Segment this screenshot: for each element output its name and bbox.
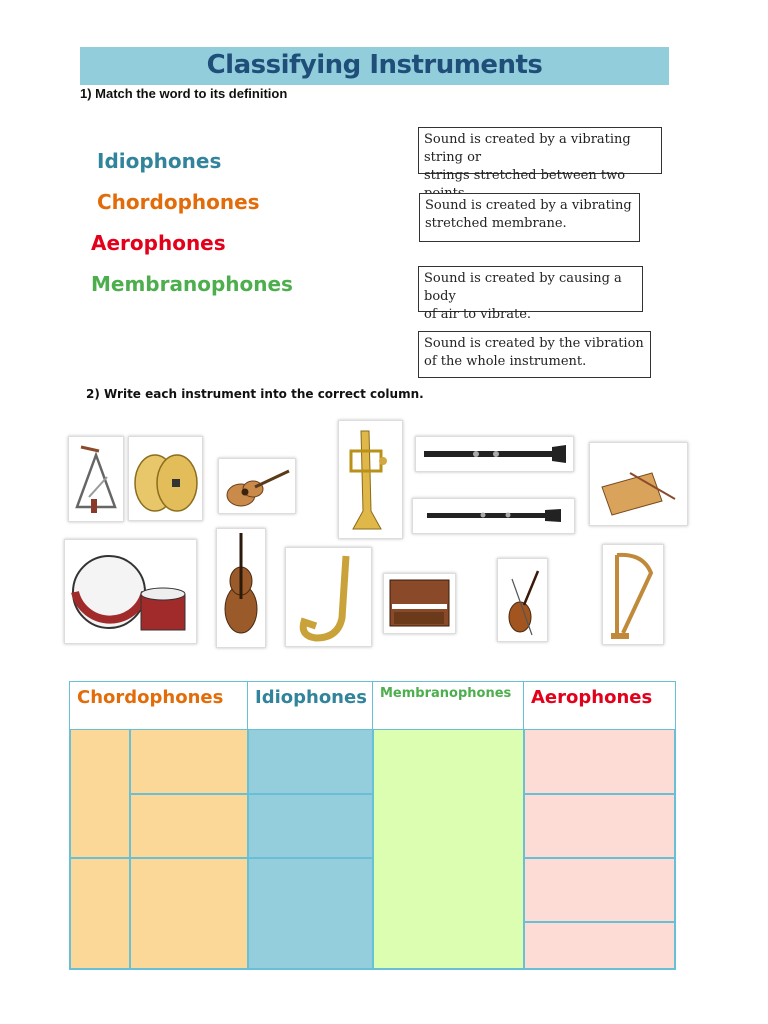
header-membranophones: Membranophones [373,682,524,729]
cymbals-image [128,436,203,521]
definition-line: of air to vibrate. [424,307,532,322]
answer-cell[interactable] [248,858,373,969]
answer-cell[interactable] [373,729,524,969]
violin-image [497,558,548,642]
page-title: Classifying Instruments [206,50,543,80]
answer-cell[interactable] [524,922,675,969]
header-idiophones: Idiophones [248,682,373,729]
trumpet-image [338,420,403,539]
drums-image [64,539,197,644]
definition-line: stretched membrane. [425,216,567,231]
definition-box [418,331,651,378]
answer-cell[interactable] [524,858,675,922]
definition-line: strings stretched between two [424,168,626,183]
definition-line: Sound is created by a vibrating [425,198,632,213]
definition-box [418,127,662,183]
definition-line: Sound is created by a vibrating string or [424,132,631,165]
header-chordophones: Chordophones [70,682,248,729]
definition-box [419,193,640,242]
definition-line: Sound is created by causing a body [424,271,622,304]
answer-cell[interactable] [130,729,248,794]
word-aerophones: Aerophones [91,231,226,255]
classification-table [69,681,676,970]
section1-heading: 1) Match the word to its definition [80,86,288,101]
answer-cell[interactable] [130,858,248,969]
triangle-image [68,436,124,522]
word-idiophones: Idiophones [97,149,222,173]
answer-cell[interactable] [248,794,373,858]
guitar-image [218,458,296,514]
xylophone-image [589,442,688,526]
section2-heading: 2) Write each instrument into the correct column. [86,387,424,401]
clarinet-image [415,436,574,472]
oboe-image [412,498,575,534]
saxophone-image [285,547,372,647]
answer-cell[interactable] [524,794,675,858]
answer-cell[interactable] [248,729,373,794]
header-aerophones: Aerophones [531,687,653,708]
answer-cell[interactable] [70,858,130,969]
double-bass-image [216,528,266,648]
answer-cell[interactable] [524,729,675,794]
harp-image [602,544,664,645]
word-chordophones: Chordophones [97,190,260,214]
word-membranophones: Membranophones [91,272,293,296]
definition-line: Sound is created by the vibration [424,336,644,351]
definition-box [418,266,643,322]
answer-cell[interactable] [130,794,248,858]
piano-image [383,573,456,634]
answer-cell[interactable] [70,729,130,858]
definition-line: of the whole instrument. [424,354,587,369]
title-banner [80,47,669,85]
